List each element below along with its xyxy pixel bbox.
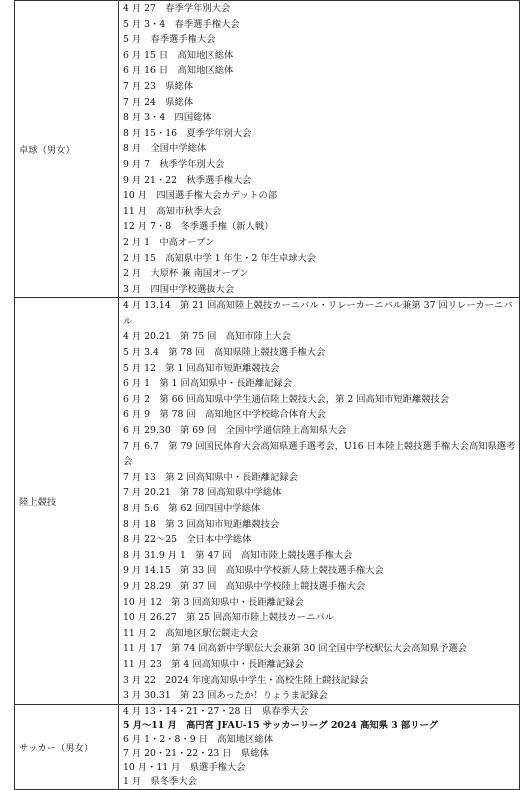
event-item: 3 月 四国中学校選抜大会: [123, 283, 235, 295]
event-item: 8 月 3・4 四国総体: [123, 112, 212, 124]
event-item: 9 月 14.15 第 33 回 高知県中学校新人陸上競技選手権大会: [123, 565, 384, 577]
event-item: 7 月 20・21・22・23 日 県総体: [123, 747, 269, 759]
event-item: 5 月 春季選手権大会: [123, 34, 216, 46]
event-item: 2 月 15 高知県中学 1 年生・2 年生卓球大会: [123, 252, 317, 264]
event-item: 8 月 全国中学総体: [123, 143, 207, 155]
event-item: 4 月 20.21 第 75 回 高知市陸上大会: [123, 331, 291, 343]
event-list: [119, 1, 520, 298]
sport-name: 卓球（男女）: [15, 1, 119, 298]
event-item: 6 月 29.30 第 69 回 全国中学通信陸上高知県大会: [123, 425, 347, 437]
event-item: 12 月 7・8 冬季選手権（新人戦）: [123, 221, 274, 233]
event-item: 3 月 30.31 第 23 回あったか！りょうま記録会: [123, 690, 328, 702]
event-item: 4 月 13.14 第 21 回高知陸上競技カーニバル・リレーカーニバル兼第 37 回リレーカーニバル: [123, 300, 513, 327]
event-item: 4 月 27 春季学年別大会: [123, 3, 231, 14]
event-list: [119, 704, 520, 789]
event-item: 9 月 28.29 第 37 回 高知県中学校陸上競技選手権大会: [123, 580, 366, 592]
event-item: 11 月 17 第 74 回高新中学駅伝大会兼第 30 回全国中学校駅伝大会高知県予選会: [123, 643, 467, 655]
event-item: 9 月 7 秋季学年別大会: [123, 158, 225, 170]
event-item: 7 月 6.7 第 79 回国民体育大会高知県選手選考会，U16 日本陸上競技選手権大会高知県選考会: [123, 440, 516, 468]
event-item: 5 月 3・4 春季選手権大会: [123, 18, 240, 30]
event-item: 1 月 県冬季大会: [123, 775, 197, 787]
event-item: 10 月 12 第 3 回高知県中・長距離記録会: [123, 596, 304, 608]
event-item: 7 月 20.21 第 78 回高知県中学総体: [123, 487, 282, 499]
event-item: 10 月 26.27 第 25 回高知市陸上競技カーニバル: [123, 612, 334, 624]
event-item: 5 月～11 月 高円宮 JFAU-15 サッカーリーグ 2024 高知県 3 部リーグ: [123, 719, 439, 731]
sport-name: 陸上競技: [15, 298, 119, 704]
event-item: 11 月 23 第 4 回高知県中・長距離記録会: [123, 658, 304, 670]
schedule-table: [14, 0, 520, 790]
event-item: 8 月 15・16 夏季学年別大会: [123, 127, 252, 139]
event-item: 8 月 5.6 第 62 回四国中学総体: [123, 503, 261, 514]
event-item: 2 月 1 中高オープン: [123, 236, 215, 248]
event-item: 6 月 15 日 高知地区総体: [123, 49, 234, 61]
event-item: 2 月 大原杯 兼 南国オープン: [123, 268, 249, 280]
event-item: 4 月 13・14・21・27・28 日 県春季大会: [123, 705, 309, 717]
event-item: 6 月 1 第 1 回高知県中・長距離記録会: [123, 378, 293, 390]
event-item: 8 月 18 第 3 回高知市短距離競技会: [123, 518, 280, 530]
event-item: 10 月・11 月 県選手権大会: [123, 761, 246, 773]
event-item: 5 月 12 第 1 回高知市短距離競技会: [123, 362, 280, 374]
sport-name: サッカー（男女）: [15, 704, 119, 789]
event-item: 3 月 22 2024 年度高知県中学生・高校生陸上競技記録会: [123, 674, 369, 686]
section-soccer: [15, 704, 520, 789]
event-item: 7 月 23 県総体: [123, 80, 194, 92]
event-item: 5 月 3.4 第 78 回 高知県陸上競技選手権大会: [123, 347, 326, 359]
event-item: 10 月 四国選手権大会カデットの部: [123, 190, 278, 202]
event-item: 11 月 2 高知地区駅伝競走大会: [123, 627, 259, 639]
event-item: 9 月 21・22 秋季選手権大会: [123, 174, 252, 186]
event-item: 6 月 16 日 高知地区総体: [123, 65, 234, 77]
event-item: 6 月 1・2・8・9 日 高知地区総体: [123, 733, 274, 745]
event-item: 7 月 24 県総体: [123, 96, 194, 108]
event-list: [119, 298, 520, 704]
event-item: 8 月 31.9 月 1 第 47 回 高知市陸上競技選手権大会: [123, 549, 353, 561]
event-item: 6 月 9 第 78 回 高知地区中学校総合体育大会: [123, 409, 326, 421]
event-item: 8 月 22～25 全日本中学総体: [123, 534, 252, 546]
event-item: 7 月 13 第 2 回高知県中・長距離記録会: [123, 471, 298, 483]
event-item: 6 月 2 第 66 回高知県中学生通信陸上競技大会，第 2 回高知市短距離競技会: [123, 393, 450, 405]
event-item: 11 月 高知市秋季大会: [123, 205, 222, 217]
section-athletics: [15, 298, 520, 704]
section-table-tennis: [15, 1, 520, 298]
